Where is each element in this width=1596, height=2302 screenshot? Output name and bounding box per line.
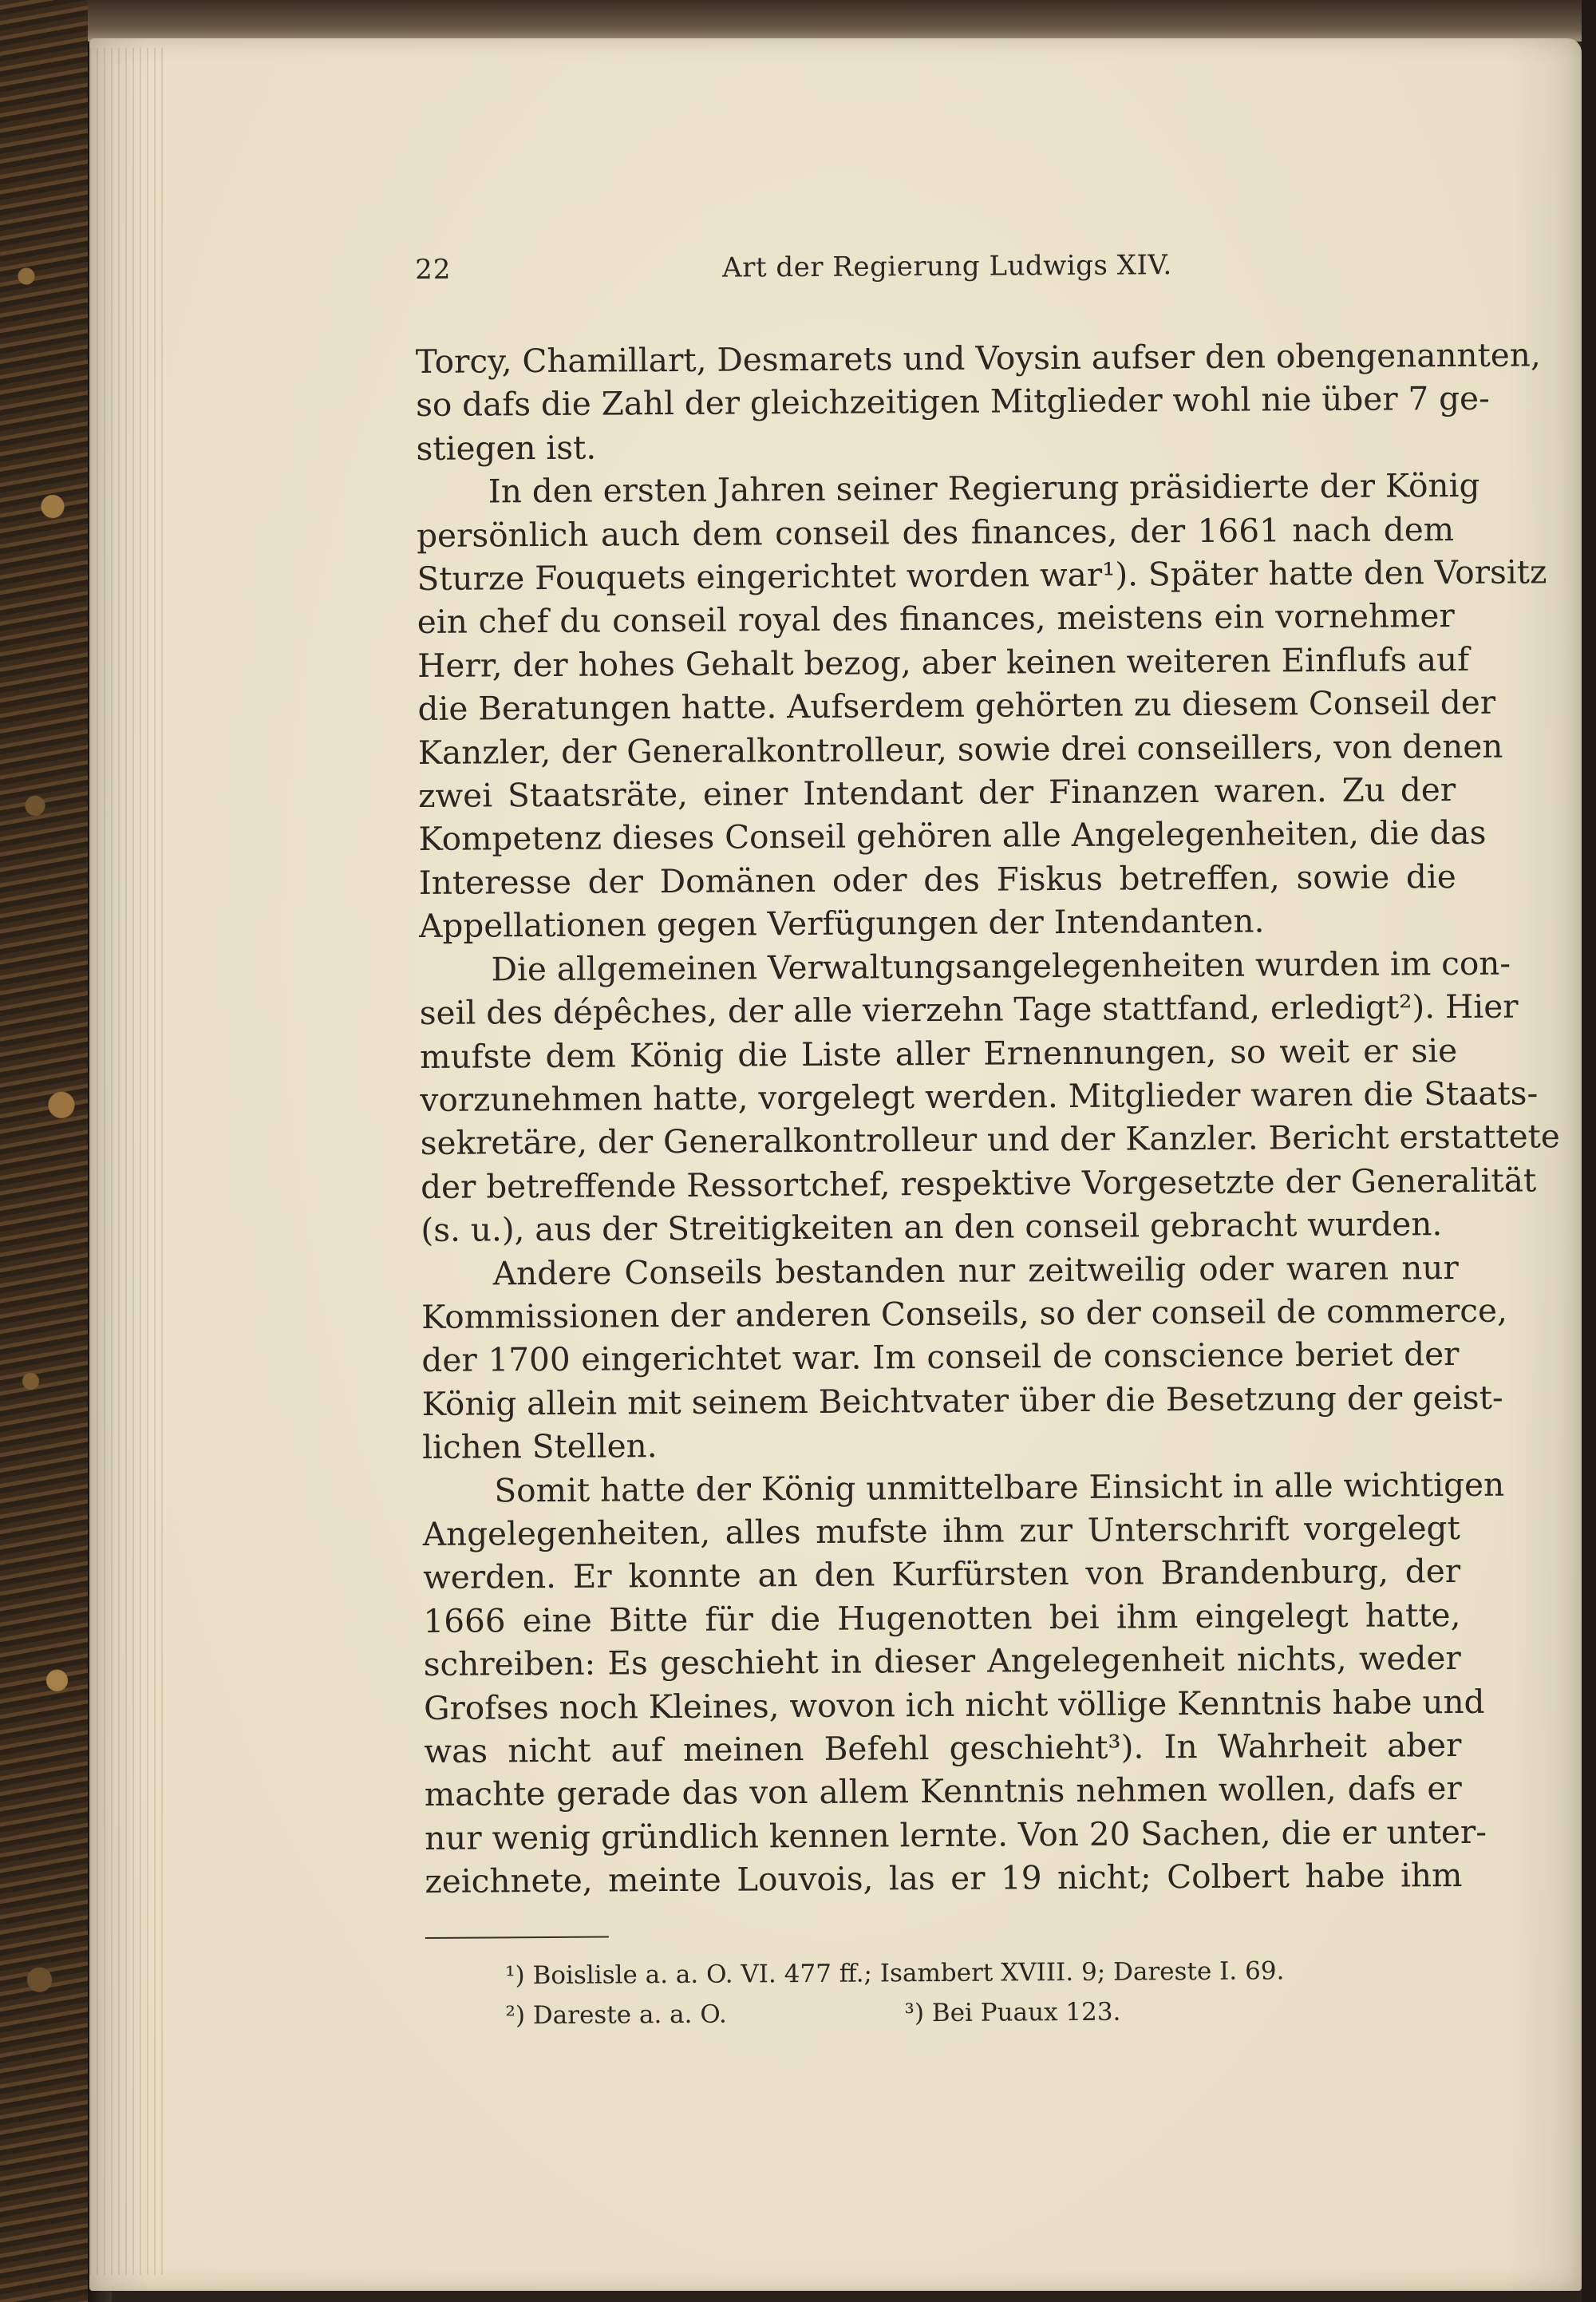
- text-line: persönlich auch dem conseil des finances, der 1661 nach dem: [417, 509, 1455, 555]
- text-line: Somit hatte der König unmittelbare Einsicht in alle wichtigen: [494, 1465, 1505, 1509]
- text-line: Appellationen gegen Verfügungen der Intendanten.: [418, 901, 1265, 946]
- text-line: machte gerade das von allem Kenntnis nehmen wollen, dafs er: [424, 1769, 1462, 1814]
- text-line: 1666 eine Bitte für die Hugenotten bei ihm eingelegt hatte,: [423, 1595, 1461, 1640]
- text-line: seil des dépêches, der alle vierzehn Tage stattfand, erledigt²). Hier: [419, 987, 1519, 1033]
- text-line: Angelegenheiten, alles mufste ihm zur Unterschrift vorgelegt: [422, 1508, 1460, 1553]
- running-header-title: Art der Regierung Ludwigs XIV.: [721, 249, 1172, 284]
- page-right-edge: [1582, 0, 1596, 2302]
- page-content: [415, 247, 1560, 2036]
- footnote-row-2: [425, 1990, 1463, 2036]
- page-number: 22: [415, 253, 452, 286]
- body-text: [415, 334, 1560, 1904]
- text-line: Die allgemeinen Verwaltungsangelegenheiten wurden im con-: [491, 943, 1511, 989]
- text-line: der betreffende Ressortchef, respektive Vorgesetzte der Generalität: [420, 1161, 1537, 1206]
- text-line: Andere Conseils bestanden nur zeitweilig oder waren nur: [492, 1248, 1459, 1292]
- text-line: nur wenig gründlich kennen lernte. Von 20 Sachen, die er unter-: [424, 1812, 1487, 1857]
- marbled-book-edge: [0, 0, 91, 2302]
- text-line: Kompetenz dieses Conseil gehören alle Angelegenheiten, die das: [418, 813, 1487, 859]
- text-line: vorzunehmen hatte, vorgelegt werden. Mitglieder waren die Staats-: [420, 1074, 1539, 1119]
- footnote-row-1: [425, 1950, 1463, 1996]
- text-line: In den ersten Jahren seiner Regierung präsidierte der König: [488, 466, 1480, 511]
- text-line: Kommissionen der anderen Conseils, so der conseil de commerce,: [421, 1291, 1508, 1336]
- text-line: Kanzler, der Generalkontrolleur, sowie drei conseillers, von denen: [417, 726, 1503, 772]
- text-line: so dafs die Zahl der gleichzeitigen Mitglieder wohl nie über 7 ge-: [416, 379, 1490, 425]
- text-line: Interesse der Domänen oder des Fiskus betreffen, sowie die: [418, 856, 1456, 902]
- text-line: schreiben: Es geschieht in dieser Angelegenheit nichts, weder: [423, 1639, 1461, 1684]
- footnote-3: ³) Bei Puaux 123.: [904, 1997, 1121, 2027]
- text-line: Herr, der hohes Gehalt bezog, aber keinen weiteren Einflufs auf: [417, 639, 1470, 685]
- footnote-1: ¹) Boislisle a. a. O. VI. 477 ff.; Isambert XVIII. 9; Dareste I. 69.: [505, 1956, 1285, 1990]
- text-line: mufste dem König die Liste aller Ernennungen, so weit er sie: [419, 1030, 1458, 1076]
- text-line: König allein mit seinem Beichtvater über die Besetzung der geist-: [421, 1378, 1503, 1423]
- text-line: ein chef du conseil royal des finances, meistens ein vornehmer: [417, 596, 1455, 642]
- text-line: werden. Er konnte an den Kurfürsten von Brandenburg, der: [422, 1552, 1461, 1597]
- footnote-rule: [425, 1936, 609, 1938]
- text-line: zeichnete, meinte Louvois, las er 19 nicht; Colbert habe ihm: [425, 1856, 1463, 1901]
- running-head: [415, 247, 1452, 302]
- text-line: Torcy, Chamillart, Desmarets und Voysin aufser den obengenannten,: [415, 335, 1541, 381]
- text-line: stiegen ist.: [416, 428, 597, 468]
- text-line: was nicht auf meinen Befehl geschieht³). In Wahrheit aber: [424, 1726, 1462, 1770]
- top-book-edge: [88, 0, 1596, 42]
- text-line: Grofses noch Kleines, wovon ich nicht völlige Kenntnis habe und: [423, 1682, 1485, 1727]
- footnote-2: ²) Dareste a. a. O.: [505, 1999, 727, 2030]
- text-line: lichen Stellen.: [421, 1426, 658, 1467]
- text-line: Sturze Fouquets eingerichtet worden war¹). Später hatte den Vorsitz: [417, 552, 1547, 599]
- page-stack-edges: [89, 48, 165, 2275]
- text-line: die Beratungen hatte. Aufserdem gehörten zu diesem Conseil der: [417, 682, 1496, 729]
- text-line: zwei Staatsräte, einer Intendant der Finanzen waren. Zu der: [418, 770, 1456, 816]
- text-line: sekretäre, der Generalkontrolleur und der Kanzler. Bericht erstattete: [420, 1117, 1560, 1163]
- text-line: der 1700 eingerichtet war. Im conseil de conscience beriet der: [421, 1335, 1460, 1380]
- footnotes: [425, 1950, 1464, 2036]
- text-line: (s. u.), aus der Streitigkeiten an den conseil gebracht wurden.: [421, 1204, 1443, 1250]
